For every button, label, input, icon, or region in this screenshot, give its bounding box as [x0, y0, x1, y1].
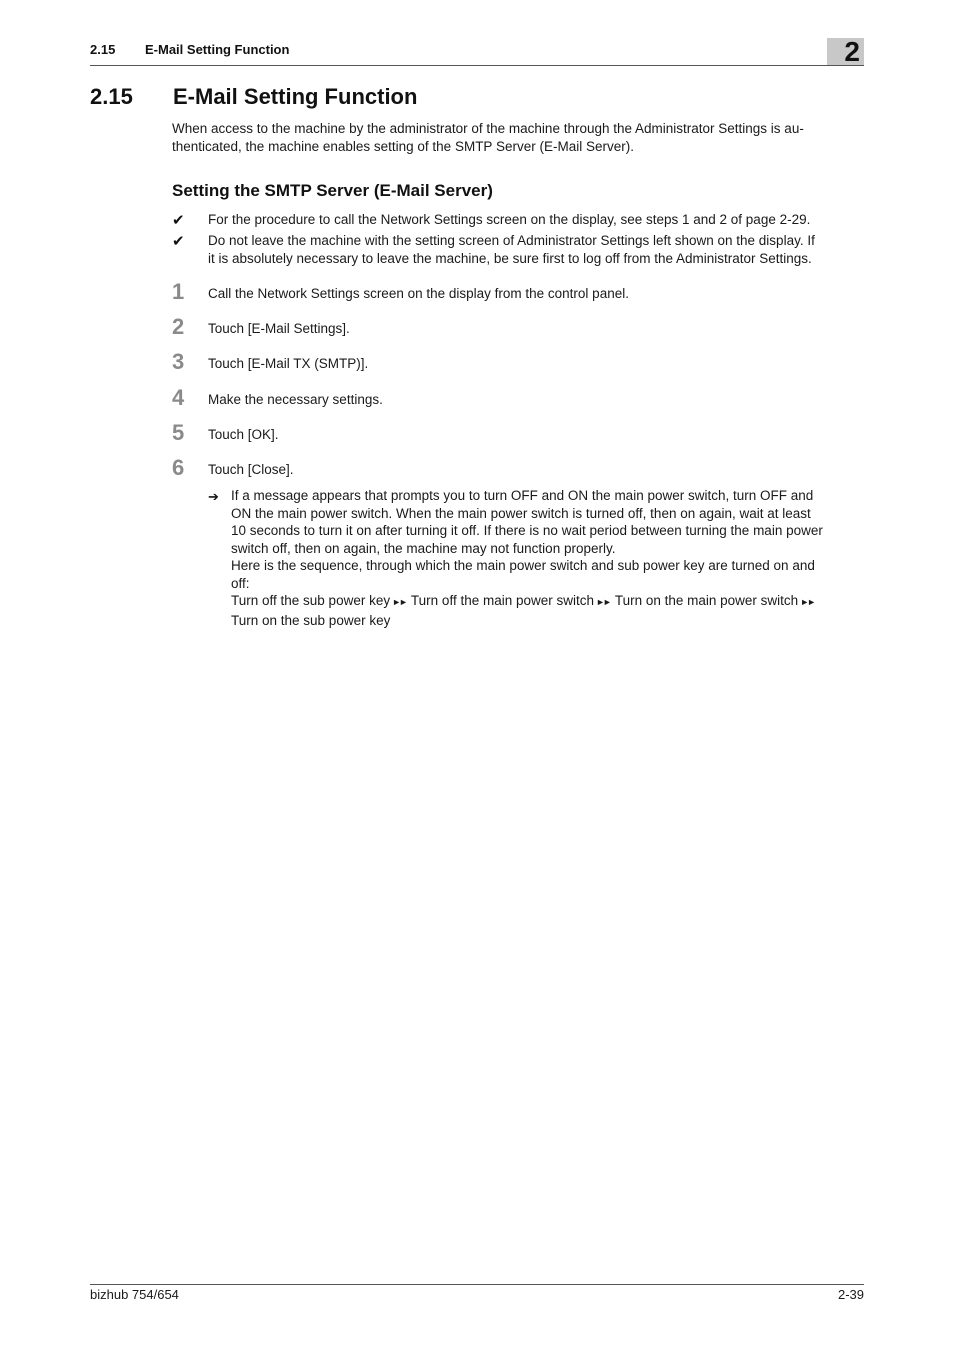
intro-line: When access to the machine by the administrator of the machine through the Administrator Settings is au- [172, 121, 804, 136]
page-number: 2-39 [837, 1287, 864, 1302]
footer-model: bizhub 754/654 [90, 1287, 179, 1302]
step-text: Make the necessary settings. [208, 392, 383, 407]
intro-line: thenticated, the machine enables setting of the SMTP Server (E-Mail Server). [172, 138, 634, 154]
section-number: 2.15 [90, 84, 133, 109]
step-number: 4 [172, 385, 185, 410]
step-text: Touch [E-Mail Settings]. [208, 321, 350, 336]
step-text: Touch [OK]. [208, 427, 279, 442]
note-block [231, 487, 861, 629]
fast-forward-icon: ►► [596, 597, 610, 607]
note-line: 10 seconds to turn it on after turning it off. If there is no wait period between turning the main power [231, 523, 823, 538]
bullet-line: Do not leave the machine with the setting screen of Administrator Settings left shown on the display. If [208, 233, 815, 248]
step-number: 1 [172, 279, 185, 304]
running-header-title: E-Mail Setting Function [145, 42, 290, 57]
intro-paragraph [172, 120, 862, 155]
bullet-item [208, 232, 868, 267]
sequence-step: Turn off the sub power key [231, 593, 391, 608]
note-line: If a message appears that prompts you to turn OFF and ON the main power switch, turn OFF and [231, 488, 814, 503]
step-number: 2 [172, 314, 185, 339]
header-rule [90, 65, 864, 66]
section-title [90, 83, 417, 111]
sequence-step: Turn off the main power switch [410, 593, 595, 608]
step-text: Call the Network Settings screen on the display from the control panel. [208, 286, 629, 301]
power-sequence [231, 592, 861, 612]
step-text: Touch [Close]. [208, 462, 294, 477]
step-number: 3 [172, 349, 185, 374]
step-text: Touch [E-Mail TX (SMTP)]. [208, 356, 369, 371]
running-header [90, 42, 289, 57]
running-header-number: 2.15 [90, 42, 116, 57]
sequence-step: Turn on the sub power key [231, 612, 391, 628]
chapter-tab [827, 38, 864, 65]
bullet-item [208, 211, 868, 229]
section-title-text: E-Mail Setting Function [173, 84, 418, 109]
note-line: off: [231, 575, 250, 591]
chapter-number: 2 [844, 36, 860, 67]
note-line: ON the main power switch. When the main power switch is turned off, then on again, wait at least [231, 505, 811, 521]
fast-forward-icon: ►► [392, 597, 406, 607]
check-mark-icon: ✔ [172, 212, 185, 229]
note-line: Here is the sequence, through which the main power switch and sub power key are turned on and [231, 558, 815, 573]
fast-forward-icon: ►► [800, 597, 815, 607]
step-number: 5 [172, 420, 185, 445]
bullet-line: For the procedure to call the Network Settings screen on the display, see steps 1 and 2 of page 2-29. [208, 212, 811, 227]
bullet-line: it is absolutely necessary to leave the machine, be sure first to log off from the Administrator Settings. [208, 250, 812, 266]
sequence-step: Turn on the main power switch [614, 593, 799, 608]
step-number: 6 [172, 455, 185, 480]
subheading: Setting the SMTP Server (E-Mail Server) [172, 181, 493, 200]
arrow-right-icon: ➔ [208, 489, 219, 504]
check-mark-icon: ✔ [172, 233, 185, 250]
note-line: switch off, then on again, the machine may not function properly. [231, 540, 616, 556]
footer-rule [90, 1284, 864, 1285]
